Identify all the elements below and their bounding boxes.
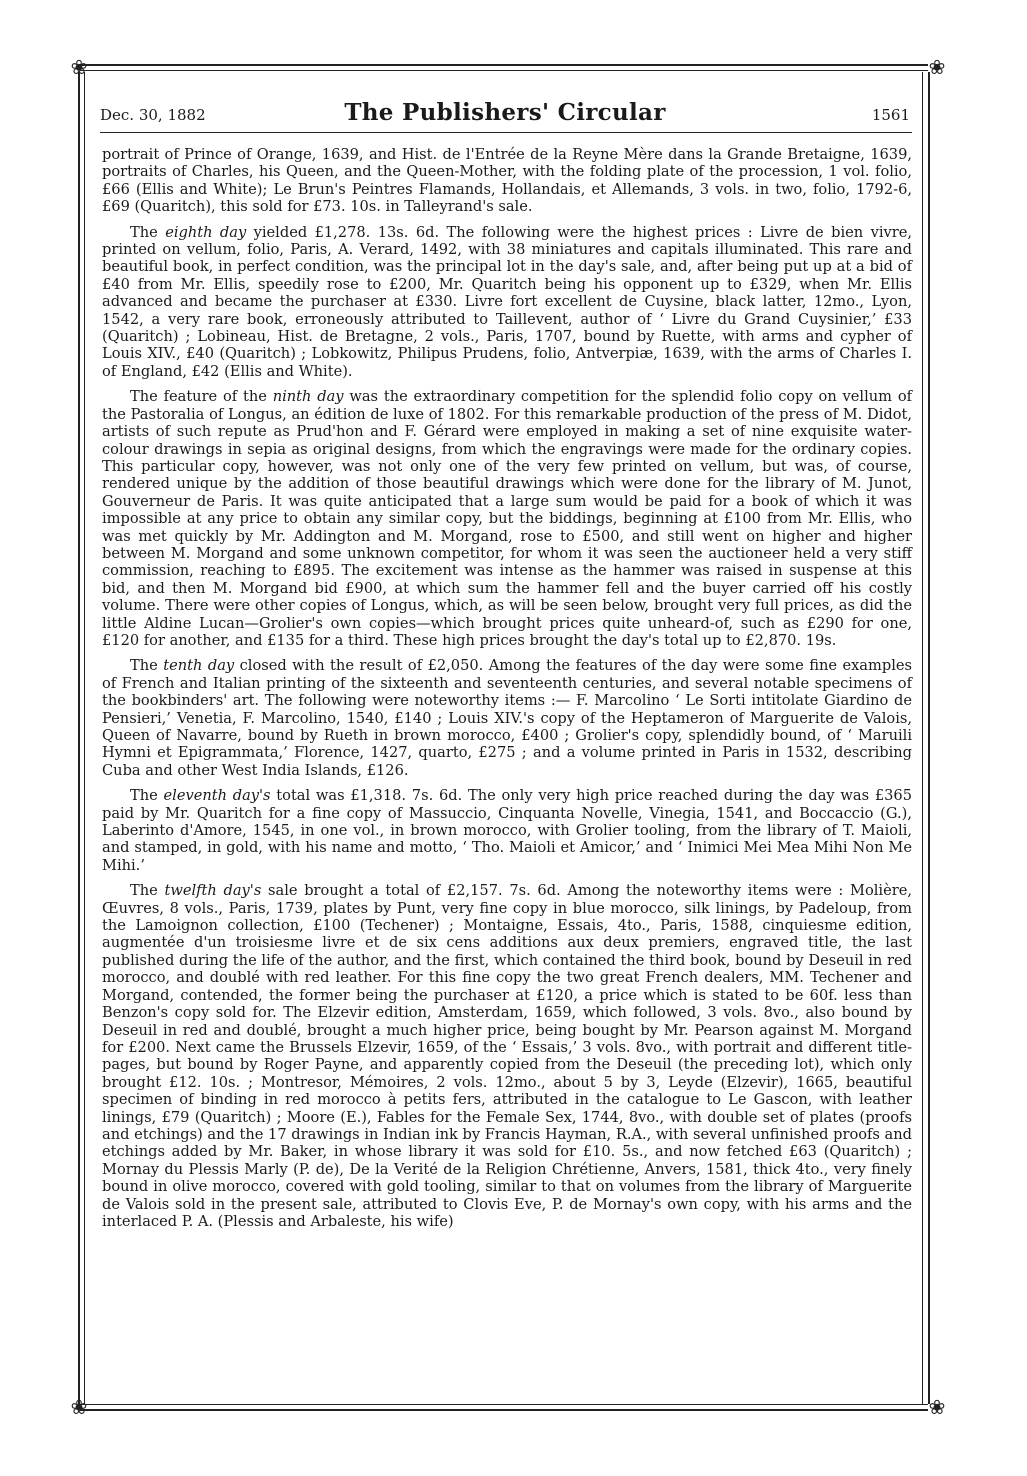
top-border-rule-inner — [80, 70, 928, 71]
bottom-border-rule — [80, 1409, 928, 1411]
paragraph-lead: The — [130, 657, 164, 675]
paragraph-eighth-day — [102, 224, 912, 381]
fleuron-icon: ❀ — [928, 1395, 946, 1419]
paragraph-lead: The feature of the — [130, 388, 273, 406]
right-border-rule-inner — [922, 72, 923, 1404]
paragraph-lead: The — [130, 787, 164, 805]
paragraph-text: portrait of Prince of Orange, 1639, and Hist. de l'Entrée de la Reyne Mère dans la Grande Bretaigne, 1639, portraits of Charles, his Queen, and the Queen-Mother, with the folding plate of the procession, 1 vol. folio, £66 (Ellis and White); Le Brun's Peintres Flamands, Hollandais, et Allemands, 3 vols. in two, folio, 1792-6, £69 (Quaritch), this sold for £73. 10s. in Talleyrand's sale. — [102, 146, 912, 216]
article-body — [102, 146, 912, 1238]
paragraph-italic: ninth day — [272, 388, 344, 406]
paragraph-lead: The — [130, 223, 166, 241]
fleuron-icon: ❀ — [928, 55, 946, 79]
paragraph-continued — [102, 146, 912, 216]
paragraph-text: closed with the result of £2,050. Among the features of the day were some fine examples of French and Italian printing of the sixteenth and seventeenth centuries, and several notable specimens of the bookbinders' art. The following were noteworthy items :— F. Marcolino ‘ Le Sorti intitolate Giardino de Pensieri,’ Venetia, F. Marcolino, 1540, £140 ; Louis XIV.'s copy of the Heptameron of Marguerite de Valois, Queen of Navarre, bound by Rueth in brown morocco, £400 ; Grolier's copy, splendidly bound, of ‘ Maruili Hymni et Epigrammata,’ Florence, 1427, quarto, £275 ; and a volume printed in Paris in 1532, describing Cuba and other West India Islands, £126. — [102, 657, 912, 779]
publication-title: The Publishers' Circular — [344, 99, 666, 126]
issue-date: Dec. 30, 1882 — [100, 106, 206, 124]
paragraph-tenth-day — [102, 657, 912, 779]
page-number: 1561 — [871, 106, 910, 124]
header-rule — [100, 132, 912, 133]
paragraph-italic: eleventh day's — [163, 787, 271, 805]
top-border-rule — [80, 64, 928, 66]
right-border-rule — [928, 72, 930, 1404]
paragraph-text: was the extraordinary competition for the splendid folio copy on vellum of the Pastoralia of Longus, an édition de luxe of 1802. For this remarkable production of the press of M. Didot, artists of such repute as Prud'hon and F. Gérard were employed in making a set of nine exquisite water-colour drawings in sepia as original designs, from which the engravings were made for the ordinary copies. This particular copy, however, was not only one of the very few printed on vellum, but was, of course, rendered unique by the addition of those beautiful drawings which were done for the library of M. Junot, Gouverneur de Paris. It was quite anticipated that a large sum would be paid for a book of which it was impossible at any price to obtain any similar copy, but the biddings, beginning at £100 from Mr. Ellis, who was met quickly by Mr. Addington and M. Morgand, rose to £500, and still went on higher and higher between M. Morgand and some unknown competitor, for whom it was seen the auctioneer held a very stiff commission, reaching to £895. The excitement was intense as the hammer was raised in suspense at this bid, and then M. Morgand bid £900, at which sum the hammer fell and the buyer carried off his costly volume. There were other copies of Longus, which, as will be seen below, brought very full prices, as did the little Aldine Lucan—Grolier's own copies—which brought prices quite unheard-of, such as £290 for one, £120 for another, and £135 for a third. These high prices brought the day's total up to £2,870. 19s. — [102, 388, 913, 649]
paragraph-italic: tenth day — [163, 657, 235, 675]
bottom-border-rule-inner — [80, 1404, 928, 1405]
paragraph-eleventh-day — [102, 787, 912, 874]
left-border-rule — [78, 72, 80, 1404]
paragraph-text: sale brought a total of £2,157. 7s. 6d. Among the noteworthy items were : Molière, Œuvres, 8 vols., Paris, 1739, plates by Punt, very fine copy in blue morocco, silk linings, by Padeloup, from the Lamoignon collection, £100 (Techener) ; Montaigne, Essais, 4to., Paris, 1588, cinquiesme edition, augmentée d'un troisiesme livre et de six cens additions aux deux premiers, engraved title, the last published during the life of the author, and the first, which contained the third book, bound by Deseuil in red morocco, and doublé with red leather. For this fine copy the two great French dealers, MM. Techener and Morgand, contended, the former being the purchaser at £120, a price which is stated to be 60f. less than Benzon's copy sold for. The Elzevir edition, Amsterdam, 1659, which followed, 3 vols. 8vo., also bound by Deseuil in red and doublé, brought a much higher price, being bought by Mr. Pearson against M. Morgand for £200. Next came the Brussels Elzevir, 1659, of the ‘ Essais,’ 3 vols. 8vo., with portrait and different title-pages, but bound by Roger Payne, and apparently copied from the Deseuil (the preceding lot), which only brought £12. 10s. ; Montresor, Mémoires, 2 vols. 12mo., about 5 by 3, Leyde (Elzevir), 1665, beautiful specimen of binding in red morocco à petits fers, attributed in the catalogue to Le Gascon, with leather linings, £79 (Quaritch) ; Moore (E.), Fables for the Female Sex, 1744, 8vo., with double set of plates (proofs and etchings) and the 17 drawings in Indian ink by Francis Hayman, R.A., with several unfinished proofs and etchings added by Mr. Baker, in whose library it was sold for £10. 5s., and now fetched £63 (Quaritch) ; Mornay du Plessis Marly (P. de), De la Verité de la Religion Chrétienne, Anvers, 1581, thick 4to., very finely bound in olive morocco, covered with gold tooling, similar to that on volumes from the library of Marguerite de Valois sold in the present sale, attributed to Clovis Eve, P. de Mornay's own copy, with his arms and the interlaced P. A. (Plessis and Arbaleste, his wife) — [102, 882, 912, 1230]
fleuron-icon: ❀ — [70, 55, 88, 79]
paragraph-ninth-day — [102, 388, 912, 649]
paragraph-text: yielded £1,278. 13s. 6d. The following were the highest prices : Livre de bien vivre, printed on vellum, folio, Paris, A. Verard, 1492, with 38 miniatures and capitals illuminated. This rare and beautiful book, in perfect condition, was the principal lot in the day's sale, and, after being put up at a bid of £40 from Mr. Ellis, speedily rose to £200, Mr. Quaritch being his opponent up to £329, when Mr. Ellis advanced and became the purchaser at £330. Livre fort excellent de Cuysine, black latter, 12mo., Lyon, 1542, a very rare book, erroneously attributed to Taillevent, author of ‘ Livre du Grand Cuysinier,’ £33 (Quaritch) ; Lobineau, Hist. de Bretagne, 2 vols., Paris, 1707, bound by Ruette, with arms and cypher of Louis XIV., £40 (Quaritch) ; Lobkowitz, Philipus Prudens, folio, Antverpiæ, 1639, with the arms of Charles I. of England, £42 (Ellis and White). — [102, 223, 912, 380]
fleuron-icon: ❀ — [70, 1395, 88, 1419]
running-header — [100, 92, 910, 128]
paragraph-text: total was £1,318. 7s. 6d. The only very high price reached during the day was £365 paid by Mr. Quaritch for a fine copy of Massuccio, Cinquanta Novelle, Vinegia, 1541, and Boccaccio (G.), Laberinto d'Amore, 1545, in one vol., in brown morocco, with Grolier tooling, from the library of T. Maioli, and stamped, in gold, with his name and motto, ‘ Tho. Maioli et Amicor,’ and ‘ Inimici Mei Mea Mihi Non Me Mihi.’ — [102, 787, 912, 874]
paragraph-twelfth-day — [102, 882, 912, 1230]
paragraph-italic: twelfth day's — [164, 882, 262, 900]
paragraph-italic: eighth day — [165, 223, 247, 241]
paragraph-lead: The — [130, 882, 165, 900]
left-border-rule-inner — [84, 72, 85, 1404]
